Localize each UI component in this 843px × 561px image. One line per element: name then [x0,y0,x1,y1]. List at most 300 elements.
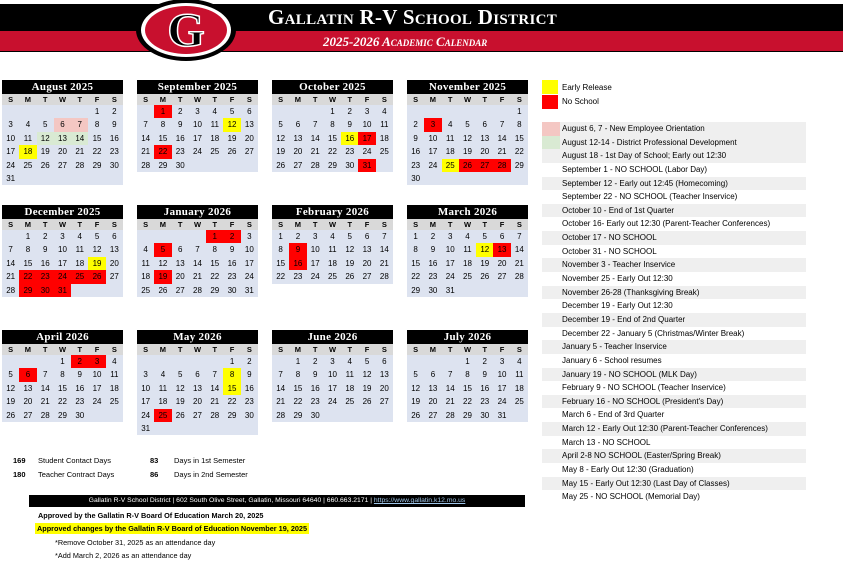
day-cell: 26 [40,160,50,170]
day-cell: 5 [278,120,283,130]
day-cell: 30 [175,160,185,170]
day-cell: 23 [227,272,237,282]
day-cell: 7 [8,245,13,255]
day-cell: 13 [293,133,303,143]
weekday-label: T [312,95,318,104]
event-item [542,395,806,409]
day-cell: 29 [411,285,421,295]
day-grid [2,355,123,422]
day-cell: 23 [109,147,119,157]
day-cell: 26 [175,410,185,420]
day-cell: 8 [330,120,335,130]
day-cell: 12 [158,258,168,268]
event-text: March 13 - NO SCHOOL [562,437,651,447]
day-cell: 15 [158,133,168,143]
event-item [542,245,806,259]
day-cell: 18 [463,258,472,268]
event-text: November 26-28 (Thanksgiving Break) [560,286,806,300]
weekday-label: S [143,220,149,229]
day-cell: 22 [227,397,237,407]
day-cell: 6 [430,370,436,380]
weekday-label: T [347,345,353,354]
day-cell: 29 [58,410,67,420]
month-name: December 2025 [2,205,123,219]
day-cell: 26 [362,397,372,407]
weekday-label: S [413,95,419,104]
day-cell: 24 [428,160,438,170]
day-cell: 11 [110,370,119,380]
weekday-label: S [381,345,387,354]
event-text: September 22 - NO SCHOOL (Teacher Inservice) [562,192,738,202]
day-cell: 5 [42,120,48,130]
day-cell: 9 [229,245,235,255]
month-calendar [272,205,393,284]
day-cell: 5 [413,370,418,380]
empty-cell [137,355,154,368]
month-name: June 2026 [272,330,393,344]
day-cell: 2 [430,232,436,241]
day-cell: 18 [328,258,337,268]
calendar-subtitle: 2025-2026 Academic Calendar [323,34,488,49]
empty-cell [307,105,324,118]
event-color-swatch [542,204,560,218]
day-cell: 27 [428,410,438,420]
day-cell: 17 [244,258,254,268]
empty-cell [19,105,36,118]
weekday-label: F [364,95,370,104]
day-cell: 17 [193,133,202,143]
day-cell: 18 [345,383,355,393]
event-text: November 3 - Teacher Inservice [560,258,806,272]
early-release-swatch [542,80,558,94]
day-cell: 12 [92,245,102,255]
day-cell: 26 [227,147,237,157]
empty-cell [206,355,223,368]
day-cell: 5 [364,357,370,366]
empty-cell [37,172,54,185]
month-name: January 2026 [137,205,258,219]
day-cell: 24 [310,272,320,282]
day-cell: 1 [278,232,283,241]
day-cell: 16 [480,383,490,393]
day-cell: 10 [497,370,507,380]
day-cell: 26 [276,160,286,170]
weekday-label: S [246,95,252,104]
day-cell: 12 [6,383,16,393]
day-cell: 3 [60,232,65,241]
event-color-swatch [542,408,560,422]
event-color-swatch [542,299,560,313]
event-item [542,340,806,354]
day-cell: 28 [141,160,151,170]
event-text: May 8 - Early Out 12:30 (Graduation) [562,465,694,475]
weekday-header [272,219,393,230]
day-grid [272,355,393,422]
day-cell: 13 [362,245,372,255]
day-cell: 24 [328,397,337,407]
day-cell: 11 [141,258,150,268]
day-cell: 7 [447,370,453,380]
day-cell: 7 [312,120,318,130]
day-cell: 13 [175,258,185,268]
weekday-label: S [413,345,419,354]
day-cell: 18 [19,145,36,158]
day-cell: 11 [158,383,168,393]
day-cell: 29 [158,160,168,170]
weekday-label: T [347,95,353,104]
day-cell: 22 [276,272,286,282]
day-cell: 28 [276,410,286,420]
day-cell: 18 [514,383,524,393]
day-cell: 7 [278,370,283,380]
month-calendar [2,330,123,422]
empty-cell [493,105,510,118]
day-cell: 8 [517,120,522,130]
day-cell: 21 [210,397,220,407]
empty-cell [71,105,88,118]
weekday-label: W [463,220,472,229]
district-logo [134,0,238,62]
day-cell: 28 [210,410,220,420]
day-cell: 14 [210,383,220,393]
empty-cell [511,284,528,297]
day-cell: 10 [328,370,337,380]
empty-cell [189,355,206,368]
student-days-label: Student Contact Days [38,456,111,465]
day-cell: 25 [442,159,459,172]
day-cell: 3 [364,107,370,116]
day-cell: 9 [42,245,48,255]
sem1-days-count: 83 [150,456,159,465]
day-cell: 7 [42,370,48,380]
day-cell: 8 [94,120,100,130]
weekday-label: F [364,345,370,354]
day-cell: 13 [244,120,254,130]
day-cell: 21 [497,147,507,157]
empty-cell [19,172,36,185]
weekday-label: S [246,345,252,354]
day-cell: 27 [175,285,185,295]
day-cell: 25 [514,397,524,407]
event-color-swatch [542,368,560,382]
day-cell: 24 [54,270,71,283]
day-cell: 9 [177,120,183,130]
month-name: November 2025 [407,80,528,94]
day-cell: 1 [206,230,223,243]
day-cell: 15 [223,382,240,395]
event-item [542,136,806,150]
day-cell: 19 [6,397,16,407]
day-cell: 2 [223,230,240,243]
day-cell: 22 [19,270,36,283]
empty-cell [223,422,240,435]
empty-cell [341,409,358,422]
day-cell: 22 [328,147,337,157]
empty-cell [137,230,154,243]
day-cell: 12 [37,132,54,145]
day-grid [407,355,528,422]
event-color-swatch [542,122,560,136]
weekday-label: T [42,345,48,354]
change-note-1: *Remove October 31, 2025 as an attendance day [55,538,216,547]
day-cell: 26 [6,410,16,420]
day-cell: 22 [411,272,421,282]
day-cell: 26 [411,410,421,420]
event-text: March 6 - End of 3rd Quarter [562,410,665,420]
weekday-label: M [294,220,302,229]
empty-cell [476,172,493,185]
day-cell: 16 [411,147,421,157]
weekday-label: S [516,95,522,104]
day-cell: 4 [112,357,117,366]
event-text: January 6 - School resumes [562,355,662,365]
day-cell: 30 [109,160,119,170]
weekday-label: S [111,220,117,229]
day-cell: 14 [514,245,524,255]
event-color-swatch [542,381,560,395]
day-cell: 1 [60,357,65,366]
day-cell: 17 [58,258,67,268]
day-cell: 11 [75,245,84,255]
day-cell: 23 [480,397,490,407]
weekday-label: S [246,220,252,229]
day-grid [272,105,393,172]
weekday-label: M [429,220,437,229]
day-cell: 14 [6,258,16,268]
empty-cell [407,355,424,368]
day-cell: 23 [293,272,303,282]
day-cell: 19 [276,147,286,157]
day-cell: 28 [310,160,320,170]
day-grid [137,355,258,435]
empty-cell [37,105,54,118]
day-cell: 27 [58,160,67,170]
event-text: August 18 - 1st Day of School; Early out 12:30 [560,149,806,163]
weekday-label: S [8,345,14,354]
event-item [542,190,806,204]
event-color-swatch [542,327,560,341]
weekday-label: W [328,95,337,104]
event-item [542,368,806,382]
month-name: April 2026 [2,330,123,344]
event-text: November 25 - Early Out 12:30 [562,274,673,284]
day-cell: 1 [154,105,171,118]
weekday-header [2,94,123,105]
day-cell: 1 [330,107,335,116]
event-text: October 31 - NO SCHOOL [562,246,657,256]
day-cell: 7 [212,370,217,380]
day-cell: 16 [289,257,306,270]
day-cell: 6 [364,232,370,241]
month-name: March 2026 [407,205,528,219]
day-cell: 25 [210,147,220,157]
day-cell: 8 [465,370,470,380]
day-cell: 15 [58,383,67,393]
event-item [542,313,806,327]
day-cell: 5 [229,107,235,116]
day-cell: 15 [463,383,472,393]
empty-cell [2,105,19,118]
day-cell: 18 [379,133,389,143]
empty-cell [172,355,189,368]
day-cell: 2 [177,107,183,116]
day-cell: 11 [23,133,33,143]
day-cell: 9 [413,133,418,143]
event-text: September 12 - Early out 12:45 (Homecoming) [560,177,806,191]
day-cell: 12 [411,383,421,393]
day-cell: 3 [247,232,252,241]
day-cell: 16 [341,132,358,145]
empty-cell [324,409,341,422]
day-cell: 1 [94,107,100,116]
empty-cell [442,172,459,185]
day-cell: 13 [193,383,202,393]
day-cell: 16 [40,258,50,268]
day-cell: 3 [8,120,13,130]
day-cell: 8 [295,370,301,380]
empty-cell [71,172,88,185]
district-website-link[interactable]: https://www.gallatin.k12.mo.us [373,497,466,504]
day-cell: 5 [482,232,487,241]
day-cell: 1 [295,357,301,366]
weekday-label: M [294,345,302,354]
day-cell: 19 [40,147,50,157]
event-text: December 19 - Early Out 12:30 [562,301,673,311]
weekday-label: T [312,220,318,229]
day-cell: 29 [514,160,524,170]
day-cell: 17 [310,258,320,268]
day-cell: 24 [497,397,507,407]
day-cell: 19 [362,383,372,393]
day-cell: 19 [463,147,472,157]
day-cell: 28 [40,410,50,420]
day-cell: 20 [362,258,372,268]
weekday-label: T [482,95,488,104]
day-cell: 4 [465,232,470,241]
event-text: December 22 - January 5 (Christmas/Winter Break) [562,328,745,338]
day-cell: 26 [88,270,105,283]
day-cell: 4 [25,120,31,130]
month-name: October 2025 [272,80,393,94]
empty-cell [223,159,240,172]
empty-cell [2,230,19,243]
day-cell: 31 [445,285,455,295]
day-grid [407,105,528,185]
weekday-label: W [58,345,67,354]
day-cell: 20 [428,397,438,407]
day-cell: 5 [347,232,352,241]
day-cell: 23 [175,147,185,157]
no-school-swatch [542,95,558,109]
day-cell: 4 [330,232,335,241]
day-cell: 11 [515,370,524,380]
day-cell: 31 [141,423,151,433]
day-cell: 10 [6,133,16,143]
day-cell: 6 [295,120,301,130]
empty-cell [358,409,375,422]
weekday-label: S [143,95,149,104]
empty-cell [88,172,105,185]
weekday-label: W [328,220,337,229]
day-cell: 15 [411,258,421,268]
event-color-swatch [542,258,560,272]
day-cell: 7 [499,120,505,130]
event-text: February 9 - NO SCHOOL (Teacher Inservice) [562,383,726,393]
day-cell: 17 [92,383,102,393]
approval-note: Approved by the Gallatin R-V Board Of Education March 20, 2025 [38,511,264,520]
day-cell: 5 [94,232,100,241]
day-cell: 27 [293,160,303,170]
event-text: May 25 - NO SCHOOL (Memorial Day) [562,492,700,502]
event-item [542,258,806,272]
event-item [542,286,806,300]
day-cell: 27 [476,159,493,172]
day-cell: 13 [54,132,71,145]
approved-changes-note: Approved changes by the Gallatin R-V Board of Education November 19, 2025 [37,524,308,533]
day-cell: 16 [428,258,438,268]
day-cell: 18 [109,383,119,393]
day-cell: 22 [58,397,67,407]
event-color-swatch [542,313,560,327]
day-cell: 24 [362,147,372,157]
empty-cell [376,159,393,172]
day-cell: 22 [293,397,303,407]
empty-cell [206,159,223,172]
weekday-label: W [58,95,67,104]
day-cell: 18 [75,258,85,268]
day-cell: 21 [276,397,286,407]
empty-cell [19,355,36,368]
empty-cell [511,409,528,422]
day-cell: 21 [445,397,455,407]
day-cell: 21 [40,397,50,407]
event-color-swatch [542,217,560,231]
day-cell: 16 [175,133,185,143]
day-cell: 9 [482,370,487,380]
day-cell: 14 [379,245,389,255]
day-cell: 8 [278,245,283,255]
weekday-header [2,344,123,355]
day-cell: 9 [247,370,252,380]
event-item [542,272,806,286]
day-cell: 6 [247,107,252,116]
day-cell: 29 [19,284,36,297]
day-cell: 30 [244,410,254,420]
day-cell: 15 [293,383,303,393]
day-cell: 13 [109,245,119,255]
day-cell: 18 [210,133,220,143]
empty-cell [493,284,510,297]
day-cell: 11 [328,245,337,255]
empty-cell [172,230,189,243]
weekday-label: M [294,95,302,104]
day-cell: 16 [75,383,85,393]
day-cell: 23 [37,270,54,283]
day-cell: 20 [193,397,202,407]
day-cell: 3 [499,357,505,366]
day-cell: 15 [276,258,286,268]
day-cell: 14 [497,133,507,143]
day-cell: 24 [92,397,102,407]
day-cell: 31 [497,410,507,420]
day-cell: 28 [445,410,455,420]
empty-cell [442,105,459,118]
day-cell: 10 [92,370,102,380]
day-cell: 25 [463,272,472,282]
month-calendar [137,330,258,435]
day-cell: 20 [244,133,254,143]
day-cell: 28 [493,159,510,172]
